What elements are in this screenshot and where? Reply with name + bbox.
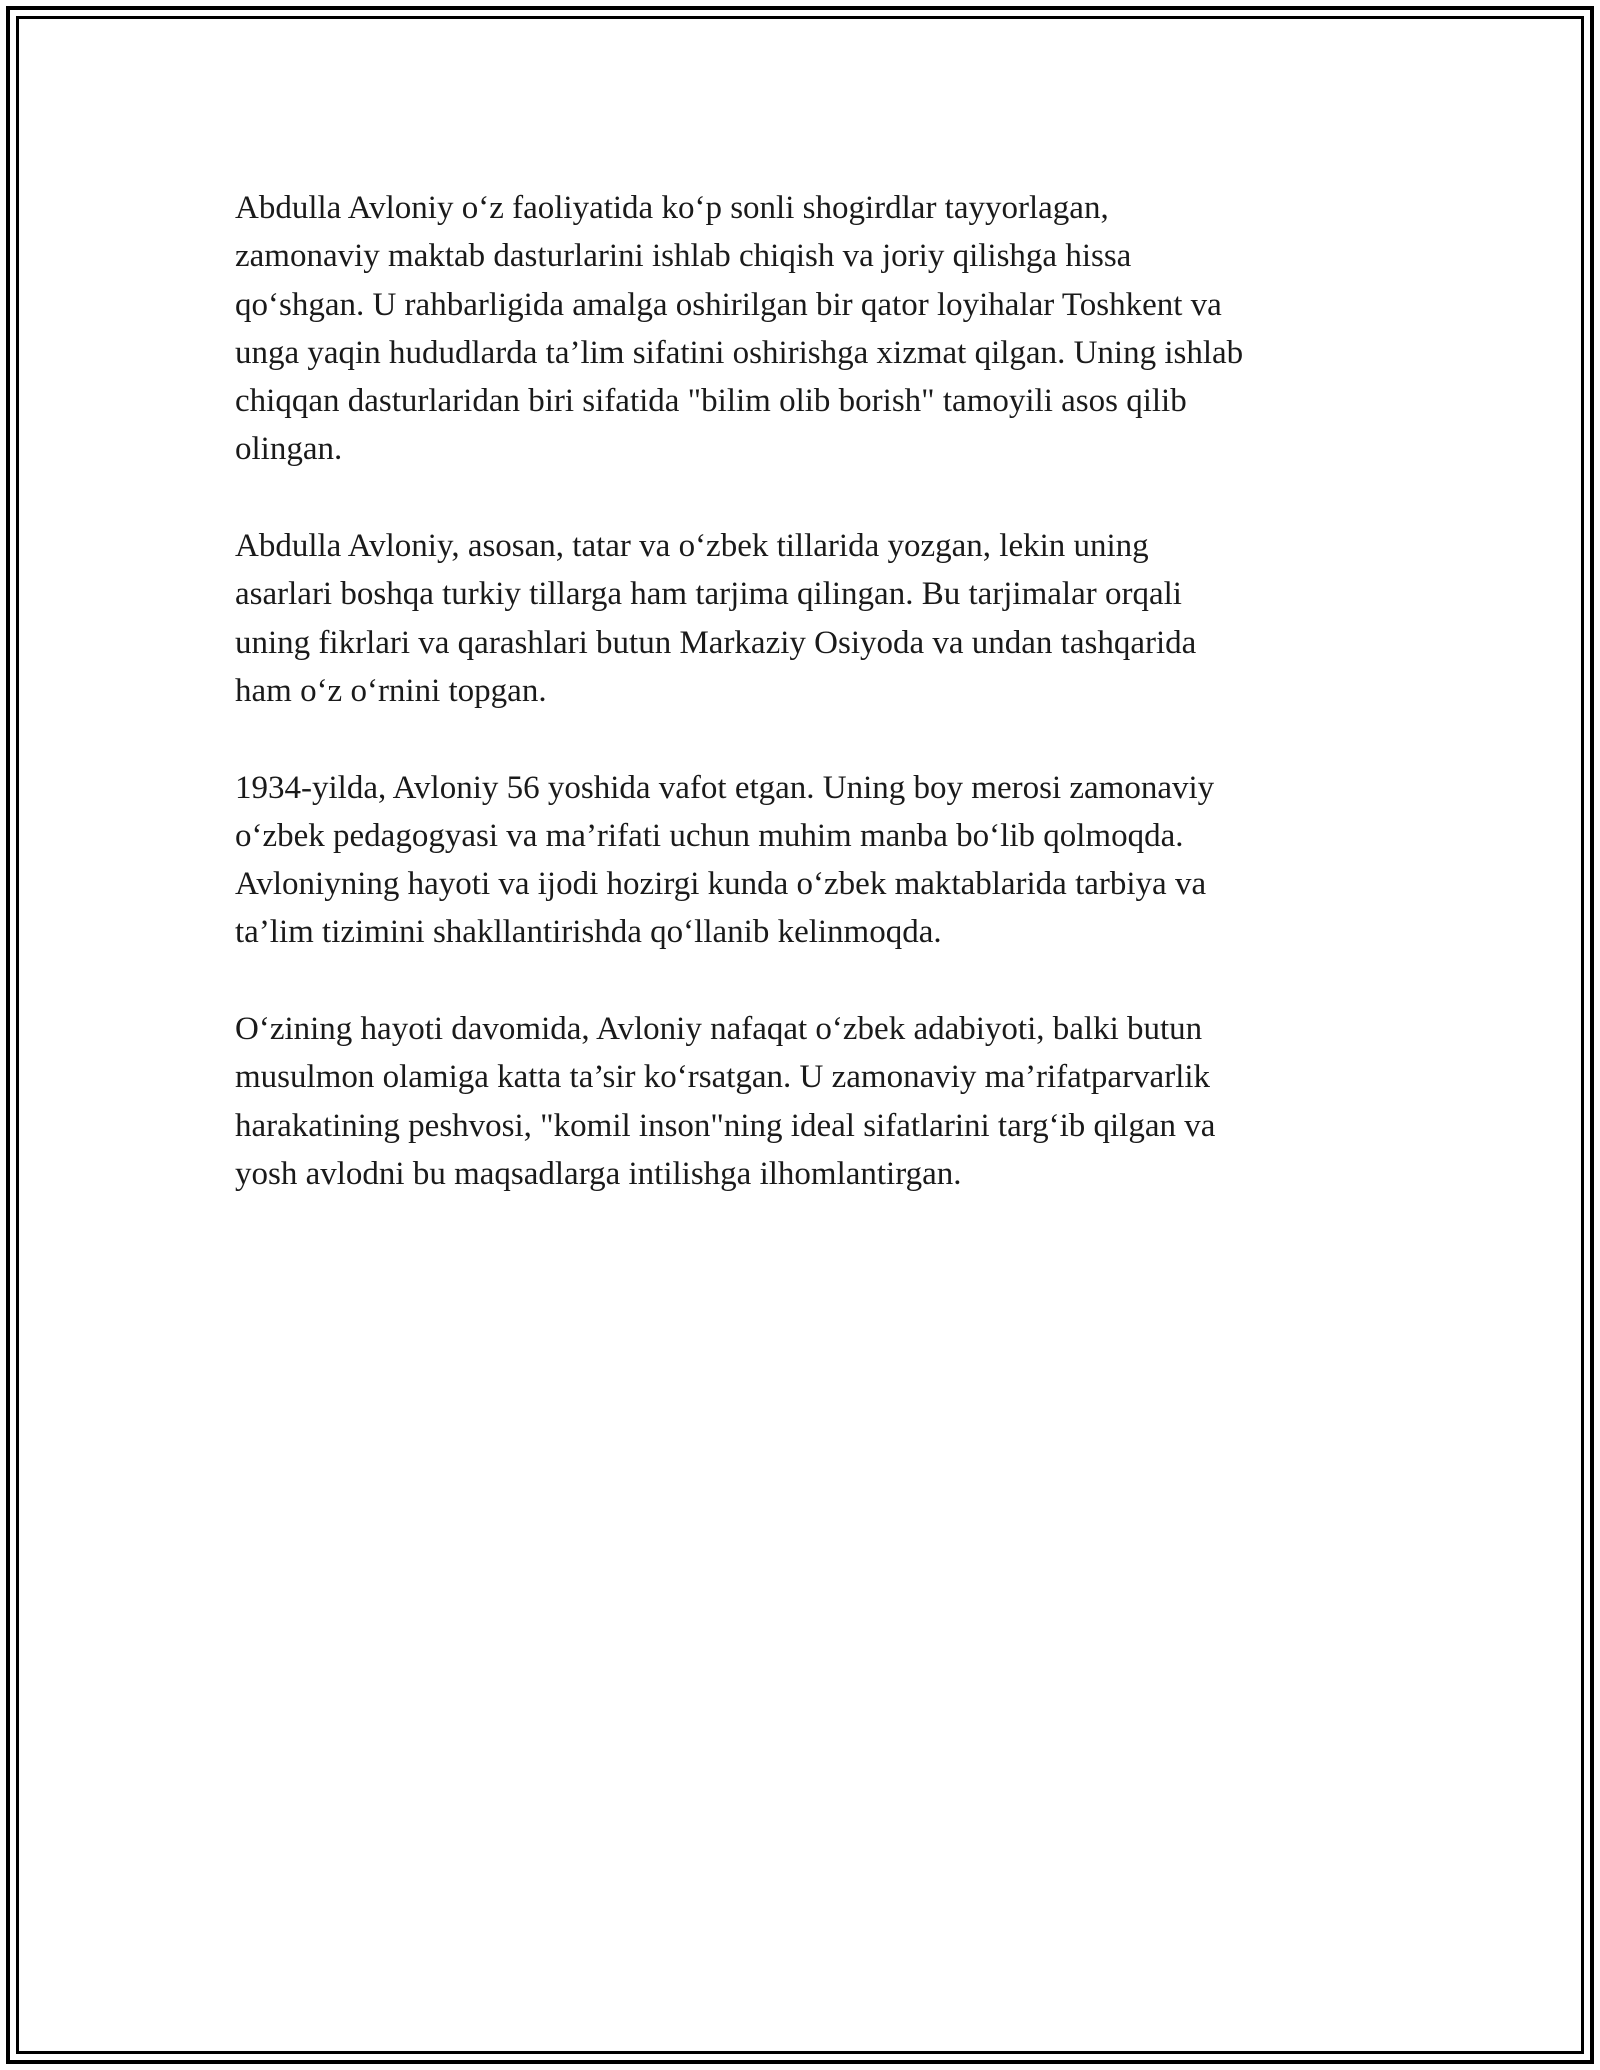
paragraph-line: uning fikrlari va qarashlari butun Markaziy Osiyoda va undan tashqarida [235, 624, 1197, 661]
paragraph-1 [235, 184, 1365, 474]
paragraph-line: chiqqan dasturlaridan biri sifatida "bilim olib borish" tamoyili asos qilib [235, 383, 1187, 420]
paragraph-line: zamonaviy maktab dasturlarini ishlab chiqish va joriy qilishga hissa [235, 238, 1132, 275]
paragraph-line: Avloniyning hayoti va ijodi hozirgi kunda o‘zbek maktablarida tarbiya va [235, 866, 1207, 903]
paragraph-line: harakatining peshvosi, "komil inson"ning ideal sifatlarini targ‘ib qilgan va [235, 1107, 1216, 1144]
paragraph-line: Abdulla Avloniy, asosan, tatar va o‘zbek tillarida yozgan, lekin uning [235, 528, 1149, 565]
paragraph-4 [235, 1005, 1365, 1198]
document-body [235, 184, 1365, 1247]
paragraph-2 [235, 522, 1365, 715]
paragraph-3 [235, 764, 1365, 957]
paragraph-line: Abdulla Avloniy o‘z faoliyatida ko‘p sonli shogirdlar tayyorlagan, [235, 190, 1109, 226]
paragraph-line: O‘zining hayoti davomida, Avloniy nafaqat o‘zbek adabiyoti, balki butun [235, 1011, 1203, 1048]
paragraph-line: o‘zbek pedagogyasi va ma’rifati uchun muhim manba bo‘lib qolmoqda. [235, 817, 1184, 854]
paragraph-line: 1934-yilda, Avloniy 56 yoshida vafot etgan. Uning boy merosi zamonaviy [235, 769, 1215, 806]
paragraph-line: ta’lim tizimini shakllantirishda qo‘llanib kelinmoqda. [235, 914, 942, 951]
paragraph-line: asarlari boshqa turkiy tillarga ham tarjima qilingan. Bu tarjimalar orqali [235, 576, 1182, 613]
paragraph-line: unga yaqin hududlarda ta’lim sifatini oshirishga xizmat qilgan. Uning ishlab [235, 334, 1244, 371]
paragraph-line: ham o‘z o‘rnini topgan. [235, 672, 547, 709]
paragraph-line: olingan. [235, 431, 343, 468]
paragraph-line: qo‘shgan. U rahbarligida amalga oshirilgan bir qator loyihalar Toshkent va [235, 286, 1222, 323]
paragraph-line: musulmon olamiga katta ta’sir ko‘rsatgan. U zamonaviy ma’rifatparvarlik [235, 1059, 1211, 1096]
paragraph-line: yosh avlodni bu maqsadlarga intilishga ilhomlantirgan. [235, 1155, 962, 1192]
